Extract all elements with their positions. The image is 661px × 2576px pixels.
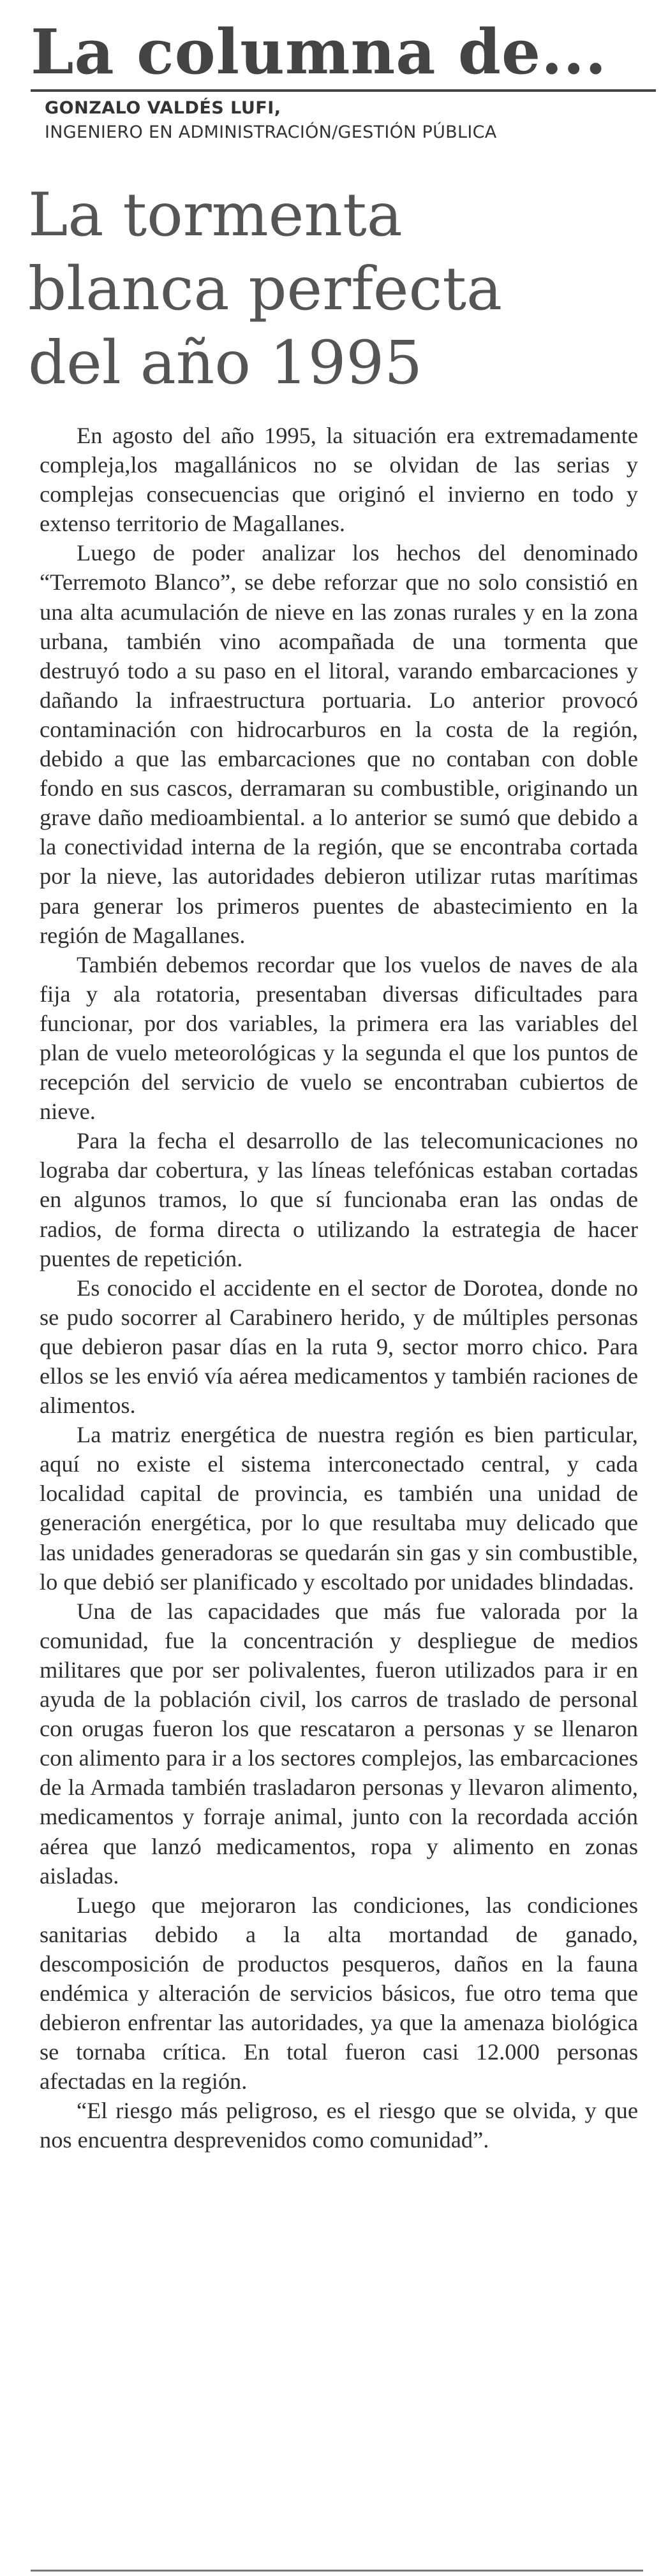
- article-paragraph: Luego que mejoraron las condiciones, las condiciones sanitarias debido a la alta mortandad de ganado, descomposición de productos pesqueros, daños en la fauna endémica y alteración de servicios básicos, fue otro tema que debieron enfrentar las autoridades, ya que la amenaza biológica se tornaba crítica. En total fueron casi 12.000 personas afectadas en la región.: [40, 1892, 638, 2095]
- author-name: GONZALO VALDÉS LUFI,: [45, 98, 281, 118]
- article-paragraph: La matriz energética de nuestra región es bien particular, aquí no existe el sistema interconectado central, y cada localidad capital de provincia, es también una unidad de generación energética, por lo que resultaba muy delicado que las unidades generadoras se quedarán sin gas y sin combustible, lo que debió ser planificado y escoltado por unidades blindadas.: [40, 1422, 638, 1595]
- article-paragraph: Para la fecha el desarrollo de las telecomunicaciones no lograba dar cobertura, y las líneas telefónicas estaban cortadas en algunos tramos, lo que sí funcionaba eran las ondas de radios, de forma directa o utilizando la estrategia de hacer puentes de repetición.: [40, 1128, 638, 1271]
- headline-line: del año 1995: [28, 328, 423, 398]
- article-paragraph: “El riesgo más peligroso, es el riesgo que se olvida, y que nos encuentra desprevenidos como comunidad”.: [40, 2098, 638, 2153]
- article-paragraph: Luego de poder analizar los hechos del denominado “Terremoto Blanco”, se debe reforzar que no solo consistió en una alta acumulación de nieve en las zonas rurales y en la zona urbana, también vino acompañada de una tormenta que destruyó todo a su paso en el litoral, varando embarcaciones y dañando la infraestructura portuaria. Lo anterior provocó contaminación con hidrocarburos en la costa de la región, debido a que las embarcaciones que no contaban con doble fondo en sus cascos, derramaran su combustible, originando un grave daño medioambiental. a lo anterior se sumó que debido a la conectividad interna de la región, que se encontraba cortada por la nieve, las autoridades debieron utilizar rutas marítimas para generar los primeros puentes de abastecimiento en la región de Magallanes.: [40, 540, 638, 948]
- article-paragraph: Una de las capacidades que más fue valorada por la comunidad, fue la concentración y despliegue de medios militares que por ser polivalentes, fueron utilizados para ir en ayuda de la población civil, los carros de traslado de personal con orugas fueron los que rescataron a personas y se llenaron con alimento para ir a los sectores complejos, las embarcaciones de la Armada también trasladaron personas y llevaron alimento, medicamentos y forraje animal, junto con la recordada acción aérea que lanzó medicamentos, ropa y alimento en zonas aisladas.: [40, 1598, 638, 1889]
- article-paragraph: También debemos recordar que los vuelos de naves de ala fija y ala rotatoria, presentaban diversas dificultades para funcionar, por dos variables, la primera era las variables del plan de vuelo meteorológicas y la segunda el que los puntos de recepción del servicio de vuelo se encontraban cubiertos de nieve.: [40, 951, 638, 1125]
- article-paragraph: Es conocido el accidente en el sector de Dorotea, donde no se pudo socorrer al Carabinero herido, y de múltiples personas que debieron pasar días en la ruta 9, sector morro chico. Para ellos se les envió vía aérea medicamentos y también raciones de alimentos.: [40, 1275, 638, 1419]
- header-divider: [31, 89, 656, 92]
- article-paragraph: En agosto del año 1995, la situación era extremadamente compleja,los magallánicos no se olvidan de las serias y complejas consecuencias que originó el invierno en todo y extenso territorio de Magallanes.: [40, 423, 638, 537]
- column-title: La columna de...: [31, 16, 607, 88]
- article-headline: [28, 179, 634, 400]
- article-body: [40, 421, 638, 2155]
- footer-divider: [31, 2570, 643, 2572]
- headline-line: La tormenta: [28, 180, 403, 250]
- headline-line: blanca perfecta: [28, 254, 503, 324]
- author-role: INGENIERO EN ADMINISTRACIÓN/GESTIÓN PÚBLICA: [45, 122, 497, 142]
